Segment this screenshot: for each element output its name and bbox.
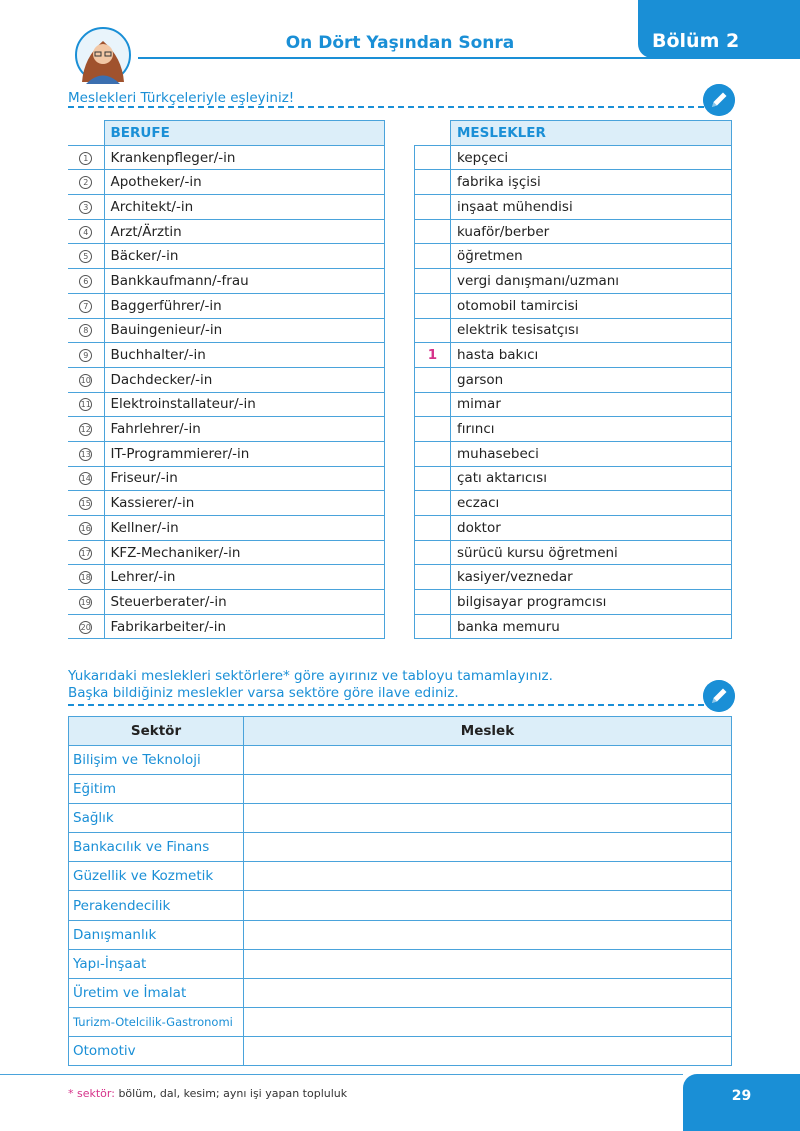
meslekler-row xyxy=(415,293,732,318)
item-number: 9 xyxy=(79,349,92,362)
berufe-row xyxy=(68,614,384,639)
answer-input[interactable] xyxy=(415,244,451,269)
job-input[interactable] xyxy=(244,1007,732,1036)
meslekler-row xyxy=(415,614,732,639)
item-number: 3 xyxy=(79,201,92,214)
meslekler-row xyxy=(415,491,732,516)
berufe-row xyxy=(68,145,384,170)
berufe-row xyxy=(68,565,384,590)
item-number: 20 xyxy=(80,622,91,632)
berufe-item: Kassierer/-in xyxy=(104,491,384,516)
berufe-item: Steuerberater/-in xyxy=(104,590,384,615)
chapter-tab: Bölüm 2 xyxy=(638,0,800,58)
berufe-row xyxy=(68,293,384,318)
meslekler-row xyxy=(415,367,732,392)
sector-name: Sağlık xyxy=(69,804,244,833)
berufe-item: Architekt/-in xyxy=(104,195,384,220)
sector-row xyxy=(69,833,732,862)
sector-row xyxy=(69,1007,732,1036)
meslekler-row xyxy=(415,145,732,170)
exercise1-divider xyxy=(68,106,704,108)
berufe-item: Kellner/-in xyxy=(104,516,384,541)
berufe-item: Fahrlehrer/-in xyxy=(104,417,384,442)
berufe-item: KFZ-Mechaniker/-in xyxy=(104,540,384,565)
meslekler-item: çatı aktarıcısı xyxy=(451,466,732,491)
item-number: 1 xyxy=(79,152,92,165)
answer-input[interactable] xyxy=(415,269,451,294)
answer-input[interactable] xyxy=(415,417,451,442)
item-number: 12 xyxy=(80,425,91,435)
answer-input[interactable] xyxy=(415,195,451,220)
job-input[interactable] xyxy=(244,949,732,978)
sector-name: Otomotiv xyxy=(69,1036,244,1065)
sector-name: Eğitim xyxy=(69,775,244,804)
berufe-item: Fabrikarbeiter/-in xyxy=(104,614,384,639)
meslekler-row xyxy=(415,565,732,590)
meslekler-row xyxy=(415,441,732,466)
job-input[interactable] xyxy=(244,775,732,804)
berufe-row xyxy=(68,343,384,368)
meslekler-row xyxy=(415,318,732,343)
footnote-key: * sektör: xyxy=(68,1087,115,1100)
answer-input[interactable] xyxy=(415,170,451,195)
sector-header-row xyxy=(69,717,732,746)
berufe-item: Bauingenieur/-in xyxy=(104,318,384,343)
exercise1-instruction: Meslekleri Türkçeleriyle eşleyiniz! xyxy=(68,90,295,106)
meslekler-row xyxy=(415,540,732,565)
meslekler-item: sürücü kursu öğretmeni xyxy=(451,540,732,565)
item-number: 6 xyxy=(79,275,92,288)
berufe-item: Krankenpfleger/-in xyxy=(104,145,384,170)
answer-input[interactable]: 1 xyxy=(415,343,451,368)
meslekler-item: kepçeci xyxy=(451,145,732,170)
meslekler-row xyxy=(415,590,732,615)
sector-name: Bilişim ve Teknoloji xyxy=(69,746,244,775)
job-input[interactable] xyxy=(244,862,732,891)
job-input[interactable] xyxy=(244,978,732,1007)
meslekler-row xyxy=(415,170,732,195)
berufe-item: Apotheker/-in xyxy=(104,170,384,195)
berufe-row xyxy=(68,195,384,220)
meslekler-item: mimar xyxy=(451,392,732,417)
sector-name: Danışmanlık xyxy=(69,920,244,949)
sector-row xyxy=(69,978,732,1007)
sector-row xyxy=(69,775,732,804)
meslekler-row xyxy=(415,343,732,368)
item-number: 15 xyxy=(80,499,91,509)
answer-input[interactable] xyxy=(415,367,451,392)
meslekler-row xyxy=(415,195,732,220)
item-number: 10 xyxy=(80,375,91,385)
meslekler-row xyxy=(415,516,732,541)
answer-input[interactable] xyxy=(415,392,451,417)
sector-name: Güzellik ve Kozmetik xyxy=(69,862,244,891)
job-input[interactable] xyxy=(244,920,732,949)
item-number: 7 xyxy=(79,300,92,313)
page-title: On Dört Yaşından Sonra xyxy=(285,33,515,53)
meslekler-row xyxy=(415,219,732,244)
meslekler-row xyxy=(415,466,732,491)
pencil-icon xyxy=(703,84,735,116)
meslekler-item: öğretmen xyxy=(451,244,732,269)
meslekler-item: eczacı xyxy=(451,491,732,516)
sector-row xyxy=(69,804,732,833)
answer-input[interactable] xyxy=(415,590,451,615)
footer-divider xyxy=(0,1074,683,1075)
meslekler-item: bilgisayar programcısı xyxy=(451,590,732,615)
answer-input[interactable] xyxy=(415,145,451,170)
meslekler-item: hasta bakıcı xyxy=(451,343,732,368)
berufe-item: Elektroinstallateur/-in xyxy=(104,392,384,417)
item-number: 18 xyxy=(80,573,91,583)
sector-column-header: Sektör xyxy=(69,717,244,746)
berufe-table xyxy=(68,120,385,639)
berufe-item: IT-Programmierer/-in xyxy=(104,441,384,466)
berufe-item: Baggerführer/-in xyxy=(104,293,384,318)
meslekler-item: fırıncı xyxy=(451,417,732,442)
sector-row xyxy=(69,862,732,891)
sector-row xyxy=(69,891,732,920)
answer-input[interactable] xyxy=(415,318,451,343)
sector-name: Bankacılık ve Finans xyxy=(69,833,244,862)
item-number: 16 xyxy=(80,523,91,533)
meslekler-item: doktor xyxy=(451,516,732,541)
item-number: 19 xyxy=(80,597,91,607)
berufe-item: Buchhalter/-in xyxy=(104,343,384,368)
job-input[interactable] xyxy=(244,833,732,862)
berufe-row xyxy=(68,269,384,294)
answer-input[interactable] xyxy=(415,219,451,244)
header-divider xyxy=(138,57,800,59)
item-number: 2 xyxy=(79,176,92,189)
meslekler-row xyxy=(415,269,732,294)
sector-row xyxy=(69,949,732,978)
item-number: 11 xyxy=(80,400,91,410)
job-input[interactable] xyxy=(244,804,732,833)
berufe-item: Bäcker/-in xyxy=(104,244,384,269)
meslekler-item: elektrik tesisatçısı xyxy=(451,318,732,343)
meslekler-item: kuaför/berber xyxy=(451,219,732,244)
page-number: 29 xyxy=(683,1074,800,1131)
answer-input[interactable] xyxy=(415,614,451,639)
berufe-row xyxy=(68,170,384,195)
sector-name: Üretim ve İmalat xyxy=(69,978,244,1007)
sector-name: Turizm-Otelcilik-Gastronomi xyxy=(69,1007,244,1036)
pencil-icon xyxy=(703,680,735,712)
meslekler-item: kasiyer/veznedar xyxy=(451,565,732,590)
sector-row xyxy=(69,1036,732,1065)
sector-row xyxy=(69,920,732,949)
berufe-row xyxy=(68,516,384,541)
meslekler-row xyxy=(415,392,732,417)
exercise2-divider xyxy=(68,704,704,706)
berufe-header-row xyxy=(68,121,384,146)
meslekler-item: fabrika işçisi xyxy=(451,170,732,195)
item-number: 14 xyxy=(80,474,91,484)
berufe-row xyxy=(68,219,384,244)
sector-name: Perakendecilik xyxy=(69,891,244,920)
berufe-item: Dachdecker/-in xyxy=(104,367,384,392)
job-input[interactable] xyxy=(244,891,732,920)
answer-input[interactable] xyxy=(415,293,451,318)
berufe-header: BERUFE xyxy=(104,121,384,146)
meslekler-item: banka memuru xyxy=(451,614,732,639)
sector-name: Yapı-İnşaat xyxy=(69,949,244,978)
exercise2-instruction-line2: Başka bildiğiniz meslekler varsa sektöre göre ilave ediniz. xyxy=(68,685,459,701)
meslekler-row xyxy=(415,417,732,442)
answer-input[interactable] xyxy=(415,540,451,565)
meslekler-item: muhasebeci xyxy=(451,441,732,466)
meslekler-item: inşaat mühendisi xyxy=(451,195,732,220)
berufe-row xyxy=(68,392,384,417)
meslekler-header-row xyxy=(415,121,732,146)
meslekler-item: vergi danışmanı/uzmanı xyxy=(451,269,732,294)
item-number: 13 xyxy=(80,449,91,459)
berufe-item: Friseur/-in xyxy=(104,466,384,491)
meslekler-table xyxy=(414,120,732,639)
berufe-row xyxy=(68,441,384,466)
sector-table xyxy=(68,716,732,1066)
item-number: 17 xyxy=(80,548,91,558)
berufe-row xyxy=(68,318,384,343)
berufe-row xyxy=(68,540,384,565)
item-number: 8 xyxy=(79,324,92,337)
job-column-header: Meslek xyxy=(244,717,732,746)
berufe-item: Lehrer/-in xyxy=(104,565,384,590)
berufe-row xyxy=(68,417,384,442)
meslekler-item: otomobil tamircisi xyxy=(451,293,732,318)
berufe-row xyxy=(68,491,384,516)
item-number: 4 xyxy=(79,226,92,239)
job-input[interactable] xyxy=(244,746,732,775)
answer-input[interactable] xyxy=(415,516,451,541)
answer-input[interactable] xyxy=(415,491,451,516)
item-number: 5 xyxy=(79,250,92,263)
berufe-item: Arzt/Ärztin xyxy=(104,219,384,244)
answer-input[interactable] xyxy=(415,466,451,491)
berufe-row xyxy=(68,590,384,615)
job-input[interactable] xyxy=(244,1036,732,1065)
footnote-text: bölüm, dal, kesim; aynı işi yapan topluluk xyxy=(114,1087,348,1100)
footnote xyxy=(68,1087,347,1100)
berufe-row xyxy=(68,466,384,491)
berufe-row xyxy=(68,367,384,392)
meslekler-row xyxy=(415,244,732,269)
berufe-item: Bankkaufmann/-frau xyxy=(104,269,384,294)
sector-row xyxy=(69,746,732,775)
meslekler-item: garson xyxy=(451,367,732,392)
answer-input[interactable] xyxy=(415,441,451,466)
berufe-row xyxy=(68,244,384,269)
answer-input[interactable] xyxy=(415,565,451,590)
exercise2-instruction-line1: Yukarıdaki meslekleri sektörlere* göre ayırınız ve tabloyu tamamlayınız. xyxy=(68,668,553,684)
meslekler-header: MESLEKLER xyxy=(451,121,732,146)
